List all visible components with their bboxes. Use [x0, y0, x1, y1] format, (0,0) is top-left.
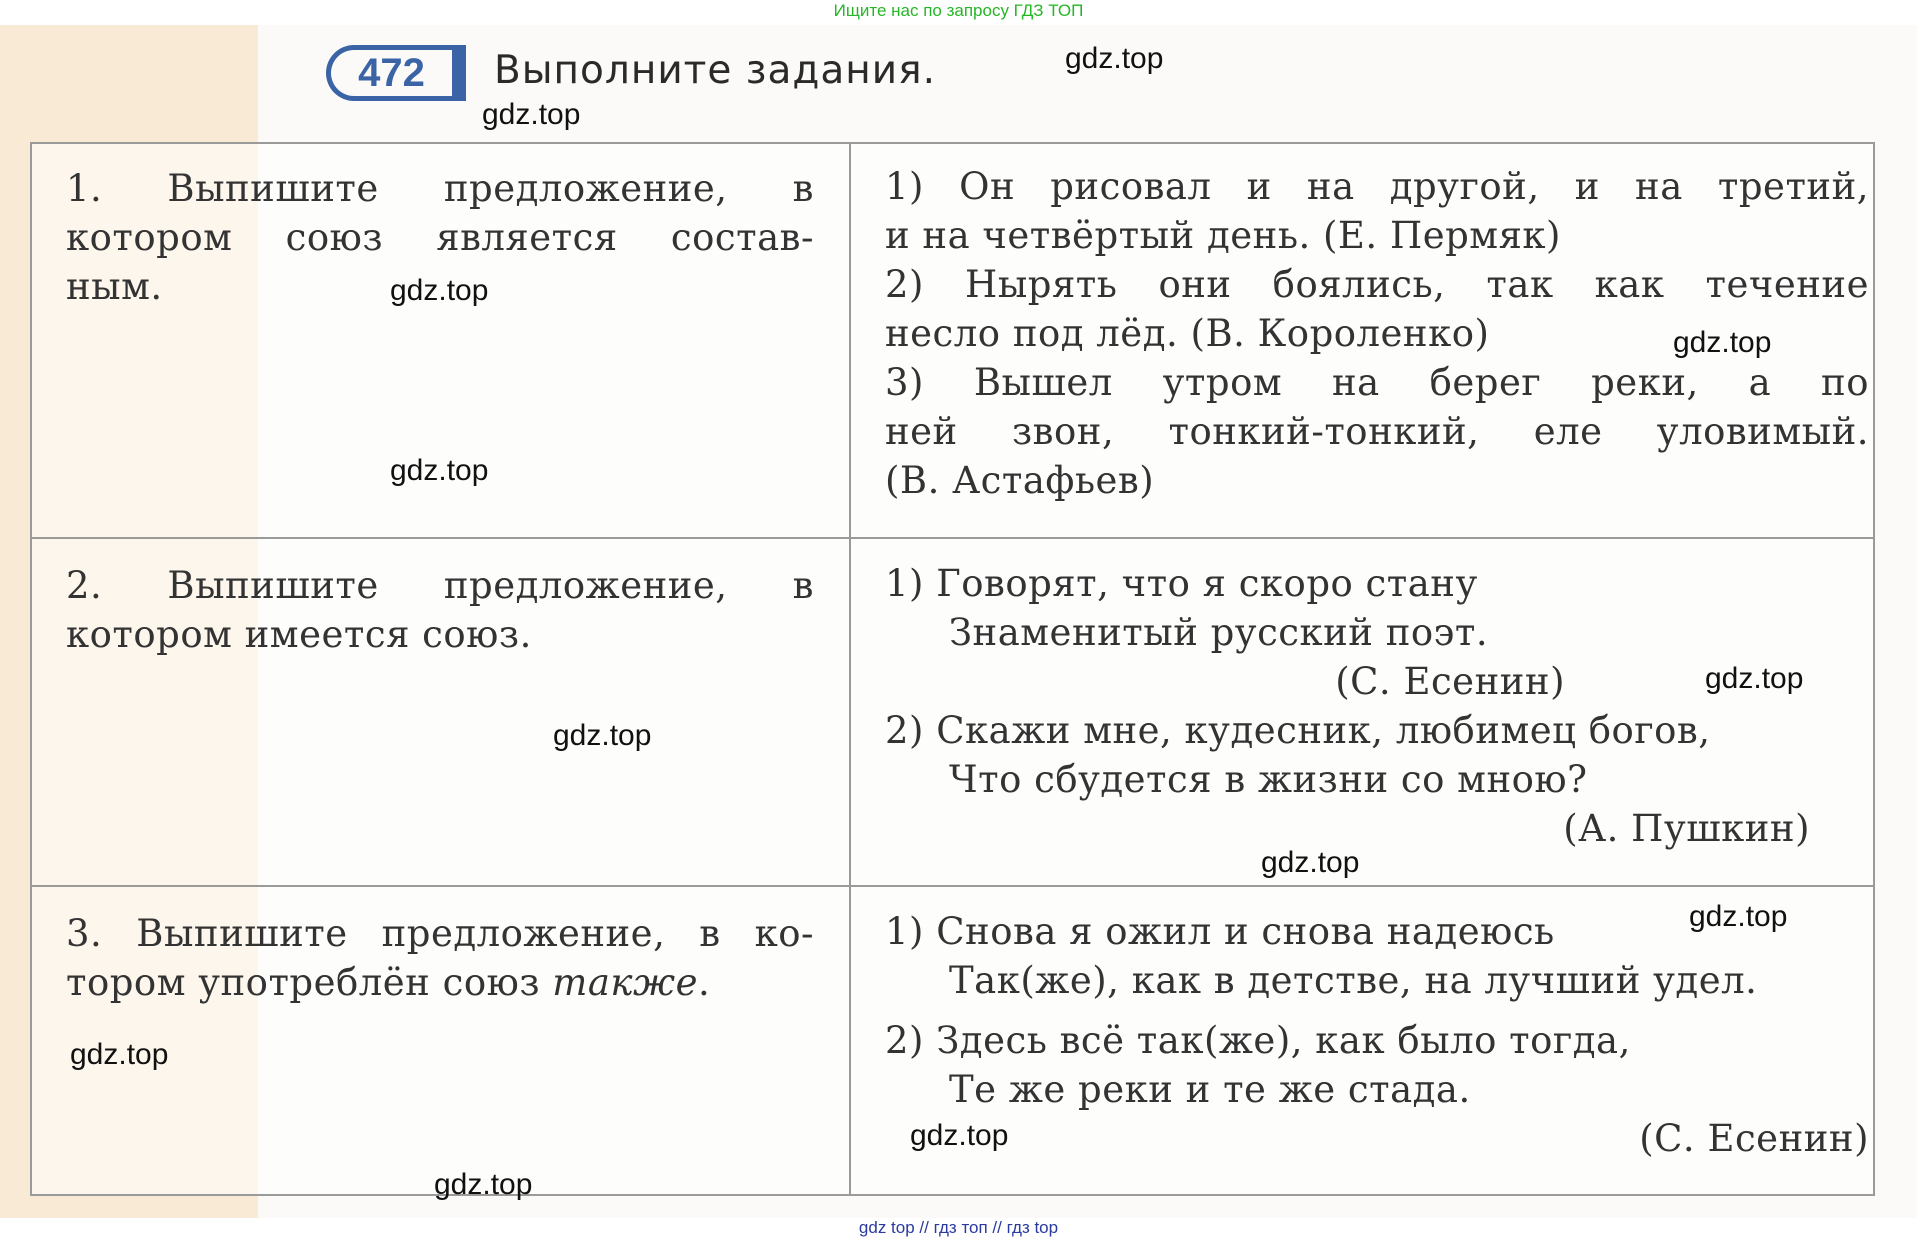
sentence-2-2: 2) Скажи мне, кудесник, любимец богов, Что сбудется в жизни со мною? (А. Пушкин): [885, 706, 1810, 853]
sentence-1-3: 3) Вышел утром на берег реки, а по ней звон, тонкий-тонкий, еле уловимый. (В. Астафьев): [885, 361, 1869, 502]
watermark: gdz.top: [390, 274, 489, 307]
bottom-links[interactable]: gdz top // гдз топ // гдз top: [858, 1218, 1059, 1237]
watermark: gdz.top: [70, 1038, 169, 1071]
task-number-badge: 472: [326, 45, 466, 101]
sentence-1-1: 1) Он рисовал и на другой, и на третий, и на четвёртый день. (Е. Пермяк): [885, 165, 1869, 257]
watermark: gdz.top: [390, 454, 489, 487]
task-table: [30, 142, 1875, 1196]
watermark: gdz.top: [1689, 900, 1788, 933]
column-divider: [849, 144, 851, 1194]
author-esenin: (С. Есенин): [1335, 660, 1565, 703]
italic-term: также: [552, 961, 698, 1004]
watermark: gdz.top: [1673, 326, 1772, 359]
row-divider: [32, 537, 1873, 539]
sentence-3-2: 2) Здесь всё так(же), как было тогда, Те же реки и те же стада. (С. Есенин): [885, 1016, 1869, 1163]
sentence-1-2: 2) Нырять они боялись, так как течение несло под лёд. (В. Короленко): [885, 263, 1869, 355]
watermark: gdz.top: [482, 98, 581, 131]
watermark: gdz.top: [1705, 662, 1804, 695]
task-heading: Выполните задания.: [494, 48, 936, 93]
watermark: gdz.top: [553, 719, 652, 752]
sentence-3-1: 1) Снова я ожил и снова надеюсь Так(же), как в детстве, на лучший удел.: [885, 910, 1758, 1002]
watermark: gdz.top: [1065, 42, 1164, 75]
row-divider: [32, 885, 1873, 887]
search-hint-banner[interactable]: Ищите нас по запросу ГДЗ ТОП: [833, 1, 1084, 20]
author-esenin: (С. Есенин): [1639, 1117, 1869, 1160]
watermark: gdz.top: [910, 1119, 1009, 1152]
sentence-2-1: 1) Говорят, что я скоро стану Знаменитый русский поэт. (С. Есенин): [885, 559, 1565, 706]
watermark: gdz.top: [434, 1168, 533, 1201]
instruction-3: 3. Выпишите предложение, в ко- тором употреблён союз также.: [66, 912, 814, 1004]
author-pushkin: (А. Пушкин): [1563, 807, 1810, 850]
instruction-1: 1. Выпишите предложение, в котором союз является состав- ным.: [66, 167, 814, 308]
instruction-2: 2. Выпишите предложение, в котором имеется союз.: [66, 564, 814, 656]
watermark: gdz.top: [1261, 846, 1360, 879]
